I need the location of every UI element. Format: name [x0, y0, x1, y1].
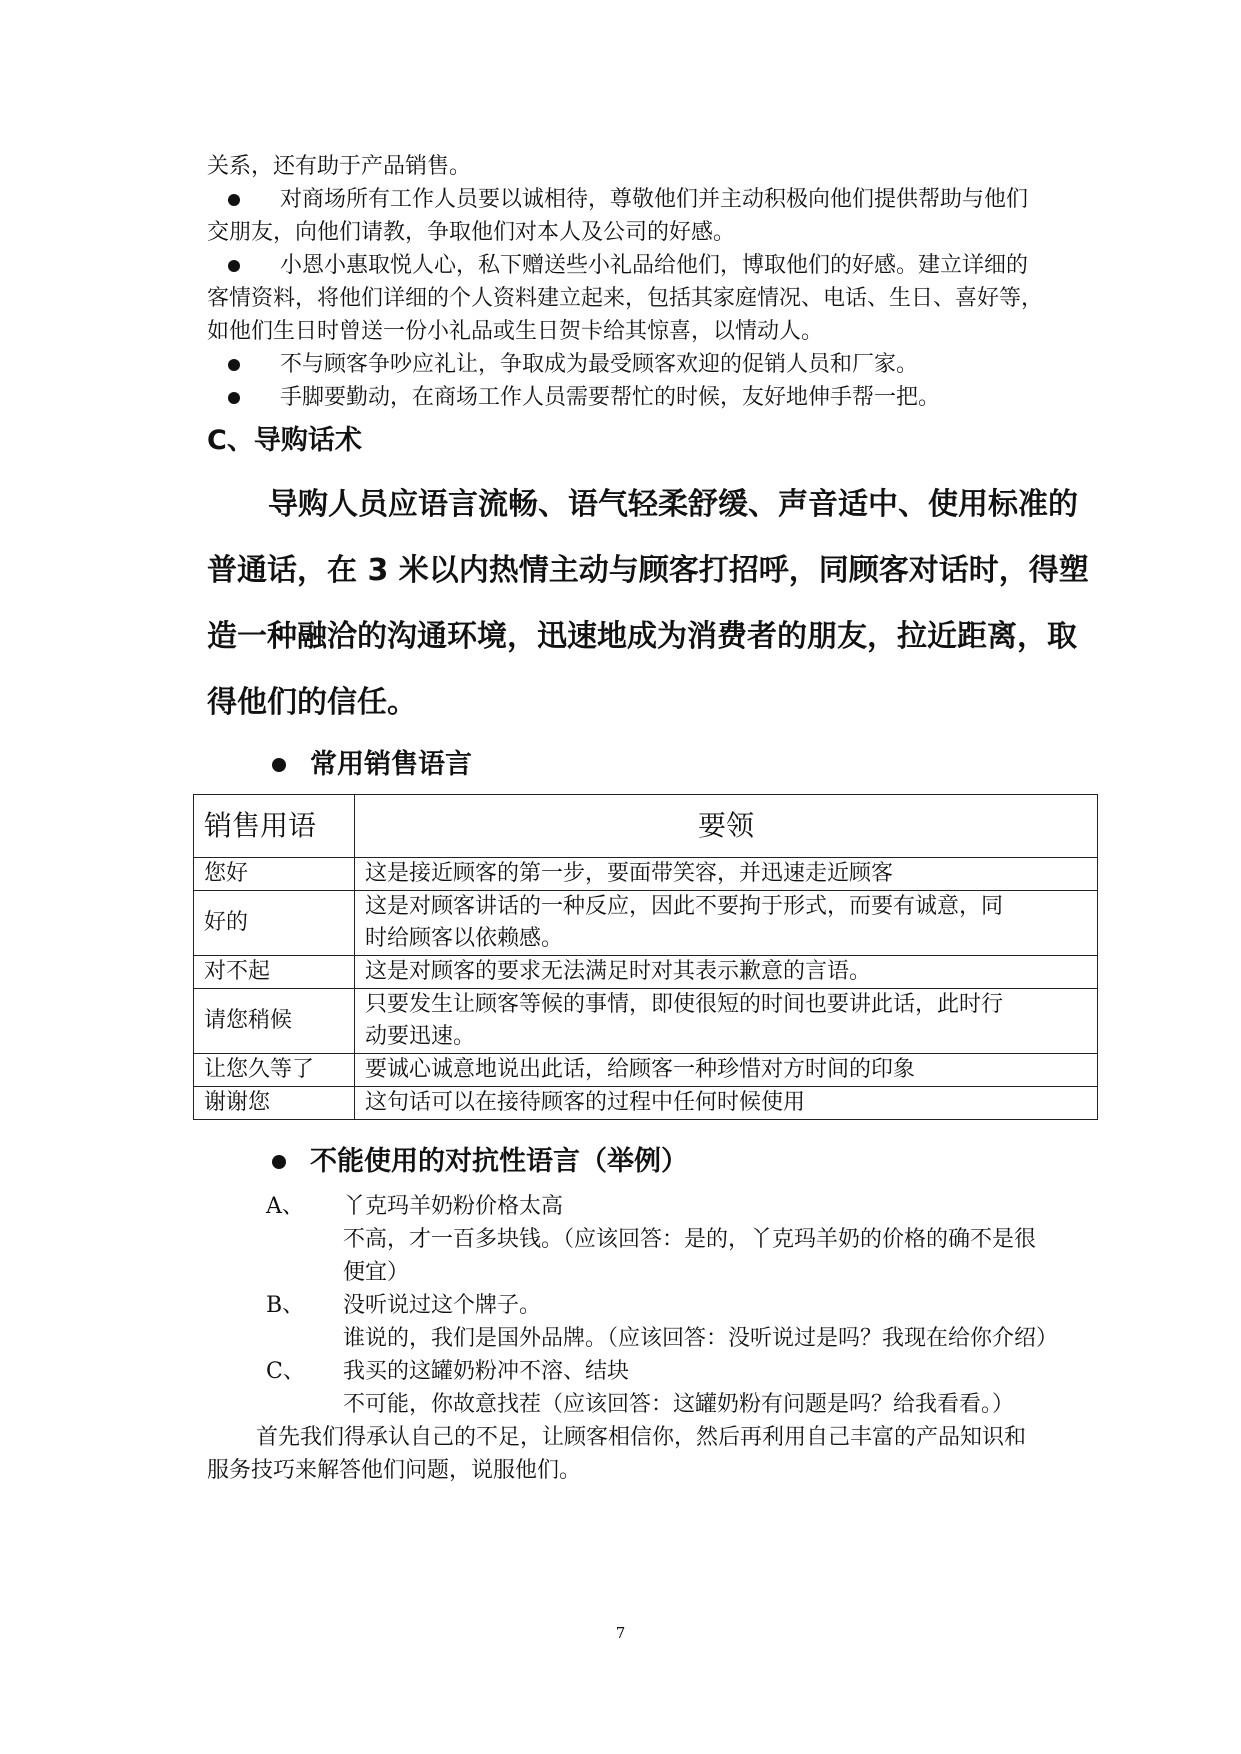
bullet-icon [228, 260, 240, 272]
example-question: 我买的这罐奶粉冲不溶、结块 [343, 1359, 630, 1384]
subsection-heading: 不能使用的对抗性语言（举例） [310, 1146, 688, 1177]
bullet-text: 手脚要勤动，在商场工作人员需要帮忙的时候，友好地伸手帮一把。 [280, 385, 941, 410]
term-cell: 让您久等了 [194, 1054, 355, 1087]
bullet-text: 对商场所有工作人员要以诚相待，尊敬他们并主动积极向他们提供帮助与他们 [280, 187, 1029, 212]
term-cell: 好的 [194, 891, 355, 956]
note-cell [355, 1087, 1098, 1120]
paragraph-line: 导购人员应语言流畅、语气轻柔舒缓、声音适中、使用标准的 [268, 487, 1078, 522]
note-line: 这句话可以在接待顾客的过程中任何时候使用 [365, 1090, 806, 1115]
bullet-text-cont: 客情资料，将他们详细的个人资料建立起来，包括其家庭情况、电话、生日、喜好等， [207, 286, 1044, 311]
term-cell: 您好 [194, 858, 355, 891]
table-header-cell: 要领 [355, 795, 1098, 858]
paragraph-line: 得他们的信任。 [207, 685, 417, 720]
note-line: 这是对顾客的要求无法满足时对其表示歉意的言语。 [365, 959, 872, 984]
example-answer: 便宜） [343, 1260, 410, 1285]
note-cell [355, 956, 1098, 989]
note-line: 要诚心诚意地说出此话，给顾客一种珍惜对方时间的印象 [365, 1057, 916, 1082]
paragraph-line: 造一种融洽的沟通环境，迅速地成为消费者的朋友，拉近距离，取 [207, 619, 1077, 654]
subsection-heading: 常用销售语言 [310, 749, 472, 780]
note-cell [355, 989, 1098, 1054]
closing-line: 首先我们得承认自己的不足，让顾客相信你，然后再利用自己丰富的产品知识和 [256, 1425, 1027, 1450]
bullet-icon [272, 1155, 286, 1169]
table-row [194, 956, 1098, 989]
table-header-row [194, 795, 1098, 858]
note-cell [355, 1054, 1098, 1087]
bullet-icon [272, 758, 286, 772]
example-mark: C、 [266, 1359, 305, 1384]
bullet-icon [228, 194, 240, 206]
example-mark: B、 [266, 1293, 305, 1318]
note-line: 这是接近顾客的第一步，要面带笑容，并迅速走近顾客 [365, 861, 894, 886]
table-row [194, 1087, 1098, 1120]
bullet-text: 小恩小惠取悦人心，私下赠送些小礼品给他们，博取他们的好感。建立详细的 [280, 253, 1029, 278]
intro-line: 关系，还有助于产品销售。 [207, 154, 472, 179]
table-row [194, 1054, 1098, 1087]
page-number: 7 [615, 1624, 626, 1642]
term-cell: 谢谢您 [194, 1087, 355, 1120]
example-question: 没听说过这个牌子。 [343, 1293, 542, 1318]
table-header-cell: 销售用语 [194, 795, 355, 858]
note-cell [355, 858, 1098, 891]
bullet-text: 不与顾客争吵应礼让，争取成为最受顾客欢迎的促销人员和厂家。 [280, 352, 919, 377]
example-question: 丫克玛羊奶粉价格太高 [343, 1194, 564, 1219]
term-cell: 对不起 [194, 956, 355, 989]
sales-phrases-table [193, 794, 1098, 1120]
bullet-text-cont: 交朋友，向他们请教，争取他们对本人及公司的好感。 [207, 220, 736, 245]
table-row [194, 891, 1098, 956]
note-line: 只要发生让顾客等候的事情，即使很短的时间也要讲此话，此时行 [365, 992, 1004, 1017]
bullet-icon [228, 359, 240, 371]
example-answer: 不可能，你故意找茬（应该回答：这罐奶粉有问题是吗？给我看看。） [343, 1392, 1015, 1417]
example-mark: A、 [266, 1194, 304, 1219]
note-line: 这是对顾客讲话的一种反应，因此不要拘于形式，而要有诚意，同 [365, 894, 1004, 919]
note-line: 时给顾客以依赖感。 [365, 926, 564, 951]
term-cell: 请您稍候 [194, 989, 355, 1054]
note-cell [355, 891, 1098, 956]
closing-line: 服务技巧来解答他们问题，说服他们。 [207, 1458, 582, 1483]
table-row [194, 989, 1098, 1054]
note-line: 动要迅速。 [365, 1024, 476, 1049]
example-answer: 不高，才一百多块钱。（应该回答：是的，丫克玛羊奶的价格的确不是很 [343, 1227, 1037, 1252]
example-answer: 谁说的，我们是国外品牌。（应该回答：没听说过是吗？我现在给你介绍） [343, 1326, 1059, 1351]
table-row [194, 858, 1098, 891]
section-heading: C、导购话术 [207, 425, 362, 456]
bullet-icon [228, 392, 240, 404]
paragraph-line: 普通话，在 3 米以内热情主动与顾客打招呼，同顾客对话时，得塑 [207, 553, 1089, 588]
bullet-text-cont: 如他们生日时曾送一份小礼品或生日贺卡给其惊喜，以情动人。 [207, 319, 824, 344]
